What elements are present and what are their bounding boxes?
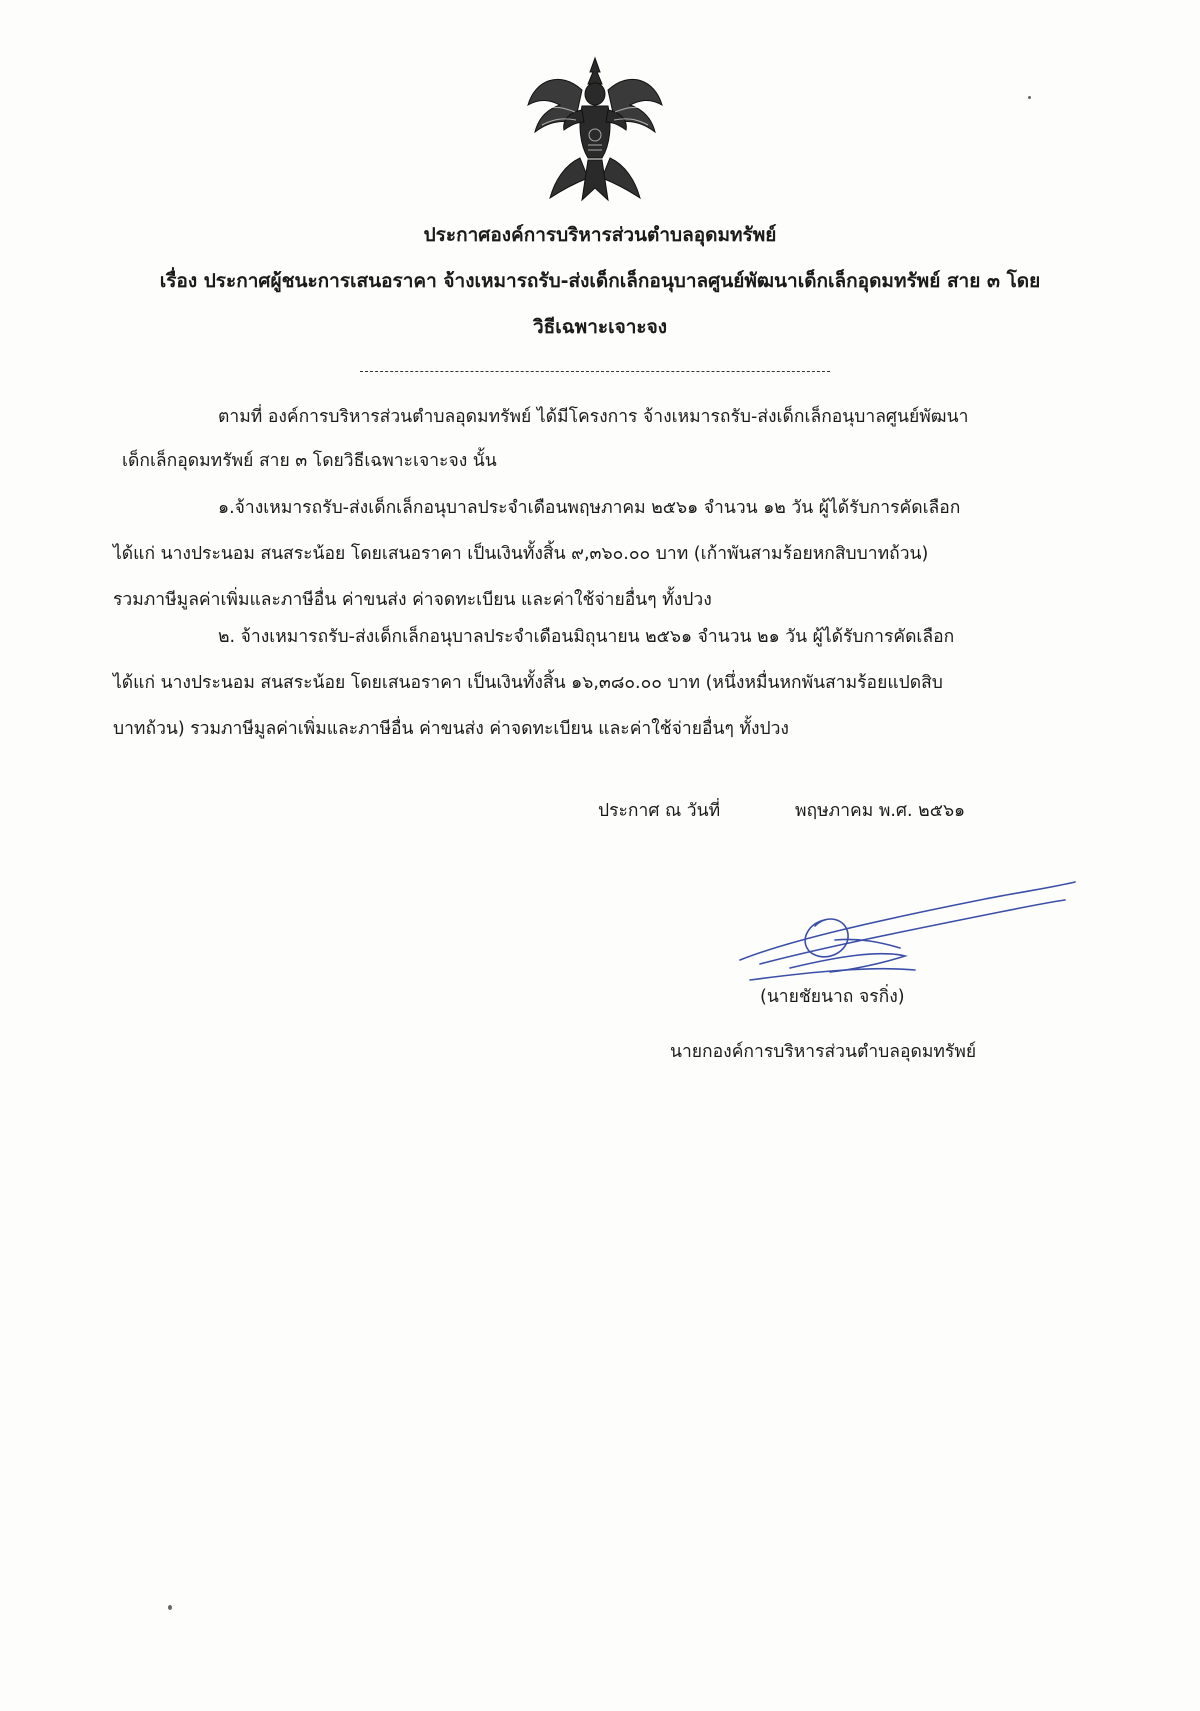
scan-speck [1028, 96, 1031, 99]
date-value: พฤษภาคม พ.ศ. ๒๕๖๑ [795, 801, 966, 821]
announcement-title: ประกาศองค์การบริหารส่วนตำบลอุดมทรัพย์ [423, 224, 777, 246]
item1-line-3: รวมภาษีมูลค่าเพิ่มและภาษีอื่น ค่าขนส่ง ค่าจดทะเบียน และค่าใช้จ่ายอื่นๆ ทั้งปวง [113, 590, 712, 610]
item2-line-1: ๒. จ้างเหมารถรับ-ส่งเด็กเล็กอนุบาลประจำเดือนมิถุนายน ๒๕๖๑ จำนวน ๒๑ วัน ผู้ได้รับการคัดเลือก [218, 627, 955, 647]
date-label: ประกาศ ณ วันที่ [598, 801, 721, 821]
item1-line-2: ได้แก่ นางประนอม สนสระน้อย โดยเสนอราคา เป็นเงินทั้งสิ้น ๙,๓๖๐.๐๐ บาท (เก้าพันสามร้อยหกสิบบาทถ้วน) [113, 544, 929, 564]
signature-icon [730, 860, 1080, 1000]
signer-name: (นายชัยนาถ จรกิ่ง) [760, 987, 905, 1007]
scan-speck [168, 1605, 172, 1610]
subject-line-2: วิธีเฉพาะเจาะจง [532, 316, 667, 338]
item2-line-2: ได้แก่ นางประนอม สนสระน้อย โดยเสนอราคา เป็นเงินทั้งสิ้น ๑๖,๓๘๐.๐๐ บาท (หนึ่งหมื่นหกพันสามร้อยแปดสิบ [113, 673, 943, 693]
subject-line-1: เรื่อง ประกาศผู้ชนะการเสนอราคา จ้างเหมารถรับ-ส่งเด็กเล็กอนุบาลศูนย์พัฒนาเด็กเล็กอุดมทรัพย์ สาย ๓ โดย [159, 270, 1041, 292]
signer-position: นายกองค์การบริหารส่วนตำบลอุดมทรัพย์ [670, 1042, 977, 1062]
item2-line-3: บาทถ้วน) รวมภาษีมูลค่าเพิ่มและภาษีอื่น ค่าขนส่ง ค่าจดทะเบียน และค่าใช้จ่ายอื่นๆ ทั้งปวง [113, 719, 789, 739]
intro-line-1: ตามที่ องค์การบริหารส่วนตำบลอุดมทรัพย์ ได้มีโครงการ จ้างเหมารถรับ-ส่งเด็กเล็กอนุบาลศูนย์พัฒนา [218, 407, 969, 427]
garuda-emblem-icon [520, 50, 670, 210]
title-divider [360, 371, 830, 372]
item1-line-1: ๑.จ้างเหมารถรับ-ส่งเด็กเล็กอนุบาลประจำเดือนพฤษภาคม ๒๕๖๑ จำนวน ๑๒ วัน ผู้ได้รับการคัดเลือก [218, 498, 961, 518]
intro-line-2: เด็กเล็กอุดมทรัพย์ สาย ๓ โดยวิธีเฉพาะเจาะจง นั้น [122, 451, 497, 471]
